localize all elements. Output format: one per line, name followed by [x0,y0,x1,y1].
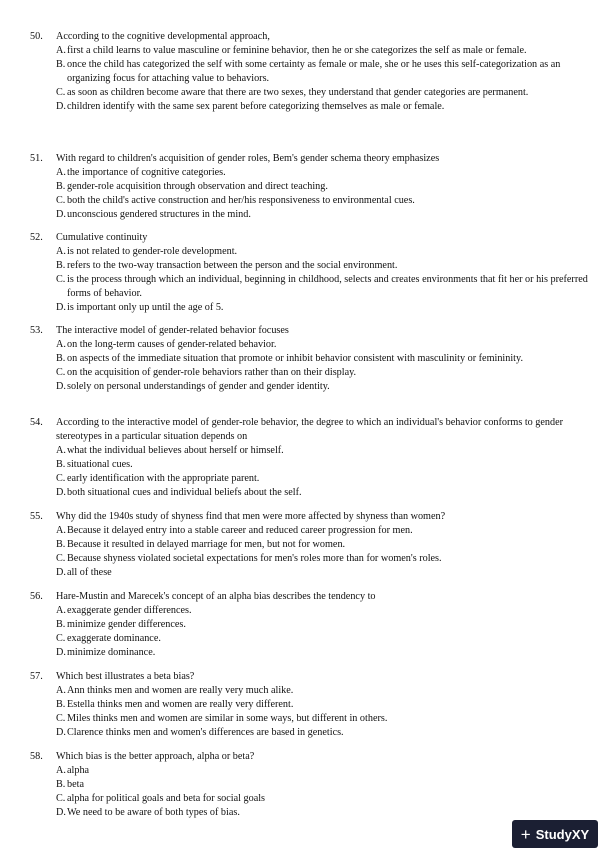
answer-option: B. beta [56,779,84,790]
option-letter: B. [56,779,66,790]
option-letter: C. [56,633,66,644]
answer-option: A. exaggerate gender differences. [56,605,192,616]
question-stem: 56. Hare-Mustin and Marecek's concept of an alpha bias describes the tendency to [30,591,376,602]
question-number: 57. [30,671,43,682]
option-letter: A. [56,246,66,257]
answer-option: B. once the child has categorized the self with some certainty as female or male, she or he uses this self-categorization as an organizing focus for attaching value to behaviors. [56,59,561,84]
question-stem: 54. According to the interactive model of gender-role behavior, the degree to which an individual's behavior conforms to gender stereotypes in a particular situation depends on [30,417,564,442]
answer-option: B. situational cues. [56,459,133,470]
answer-option: D. Clarence thinks men and women's differences are based in genetics. [56,727,344,738]
answer-option: A. on the long-term causes of gender-related behavior. [56,339,277,350]
question-57 [30,670,590,740]
question-52 [30,231,590,315]
question-number: 53. [30,325,43,336]
option-letter: A. [56,339,66,350]
option-letter: B. [56,260,66,271]
option-letter: D. [56,727,66,738]
answer-option: B. minimize gender differences. [56,619,186,630]
question-number: 55. [30,511,43,522]
question-stem: 57. Which best illustrates a beta bias? [30,671,195,682]
answer-option: A. what the individual believes about herself or himself. [56,445,284,456]
answer-option: C. alpha for political goals and beta for social goals [56,793,266,804]
answer-option: B. Because it resulted in delayed marriage for men, but not for women. [56,539,346,550]
option-letter: C. [56,793,66,804]
answer-option: A. Because it delayed entry into a stable career and reduced career progression for men. [56,525,413,536]
answer-option: C. exaggerate dominance. [56,633,161,644]
answer-option: D. unconscious gendered structures in the mind. [56,209,251,220]
option-letter: D. [56,487,66,498]
question-stem: 53. The interactive model of gender-related behavior focuses [30,325,289,336]
option-letter: C. [56,87,66,98]
option-letter: C. [56,553,66,564]
answer-option: C. early identification with the appropriate parent. [56,473,260,484]
option-letter: B. [56,699,66,710]
question-stem: 50. According to the cognitive developmental approach, [30,31,270,42]
option-letter: D. [56,647,66,658]
option-letter: A. [56,45,66,56]
answer-option: A. is not related to gender-role development. [56,246,238,257]
question-number: 51. [30,153,43,164]
answer-option: C. on the acquisition of gender-role behaviors rather than on their display. [56,367,357,378]
answer-option: A. alpha [56,765,90,776]
answer-option: B. gender-role acquisition through observation and direct teaching. [56,181,328,192]
option-letter: A. [56,605,66,616]
option-letter: A. [56,525,66,536]
answer-option: A. Ann thinks men and women are really very much alike. [56,685,294,696]
option-letter: D. [56,567,66,578]
question-number: 50. [30,31,43,42]
option-letter: B. [56,459,66,470]
question-56 [30,590,590,660]
question-stem: 52. Cumulative continuity [30,232,148,243]
brand-label: StudyXY [535,826,590,842]
question-number: 56. [30,591,43,602]
option-letter: B. [56,619,66,630]
question-number: 54. [30,417,43,428]
option-letter: A. [56,445,66,456]
answer-option: B. on aspects of the immediate situation that promote or inhibit behavior consistent with masculinity or femininity. [56,353,523,364]
question-54 [30,416,590,500]
option-letter: C. [56,195,66,206]
option-letter: D. [56,209,66,220]
answer-option: C. both the child's active construction and her/his responsiveness to environmental cues. [56,195,415,206]
answer-option: D. We need to be aware of both types of bias. [56,807,240,818]
question-58 [30,750,590,820]
option-letter: C. [56,713,66,724]
option-letter: D. [56,302,66,313]
answer-option: D. is important only up until the age of 5. [56,302,224,313]
answer-option: B. Estella thinks men and women are really very different. [56,699,294,710]
answer-option: A. the importance of cognitive categories. [56,167,226,178]
option-letter: C. [56,473,66,484]
answer-option: D. minimize dominance. [56,647,156,658]
option-letter: A. [56,167,66,178]
question-stem: 51. With regard to children's acquisition of gender roles, Bem's gender schema theory emphasizes [30,153,440,164]
question-number: 52. [30,232,43,243]
option-letter: B. [56,59,66,70]
answer-option: D. all of these [56,567,112,578]
question-53 [30,324,590,394]
answer-option: D. children identify with the same sex parent before categorizing themselves as male or female. [56,101,445,112]
answer-option: C. as soon as children become aware that there are two sexes, they understand that gender categories are permanent. [56,87,529,98]
answer-option: D. both situational cues and individual beliefs about the self. [56,487,302,498]
answer-option: B. refers to the two-way transaction between the person and the social environment. [56,260,398,271]
question-number: 58. [30,751,43,762]
question-stem: 58. Which bias is the better approach, alpha or beta? [30,751,255,762]
question-stem: 55. Why did the 1940s study of shyness find that men were more affected by shyness than women? [30,511,446,522]
question-50 [30,30,590,114]
option-letter: D. [56,381,66,392]
option-letter: D. [56,101,66,112]
option-letter: B. [56,181,66,192]
question-51 [30,152,590,222]
studyxy-badge[interactable] [512,820,598,848]
option-letter: B. [56,353,66,364]
answer-option: A. first a child learns to value masculine or feminine behavior, then he or she categorizes the self as male or female. [56,45,527,56]
plus-icon: + [520,824,531,844]
option-letter: A. [56,765,66,776]
option-letter: C. [56,367,66,378]
answer-option: C. is the process through which an individual, beginning in childhood, selects and creates environments that fit her or his preferred forms of behavior. [56,274,588,299]
option-letter: D. [56,807,66,818]
option-letter: A. [56,685,66,696]
question-55 [30,510,590,580]
option-letter: C. [56,274,66,285]
option-letter: B. [56,539,66,550]
answer-option: D. solely on personal understandings of gender and gender identity. [56,381,330,392]
answer-option: C. Because shyness violated societal expectations for men's roles more than for women's roles. [56,553,442,564]
answer-option: C. Miles thinks men and women are similar in some ways, but different in others. [56,713,388,724]
